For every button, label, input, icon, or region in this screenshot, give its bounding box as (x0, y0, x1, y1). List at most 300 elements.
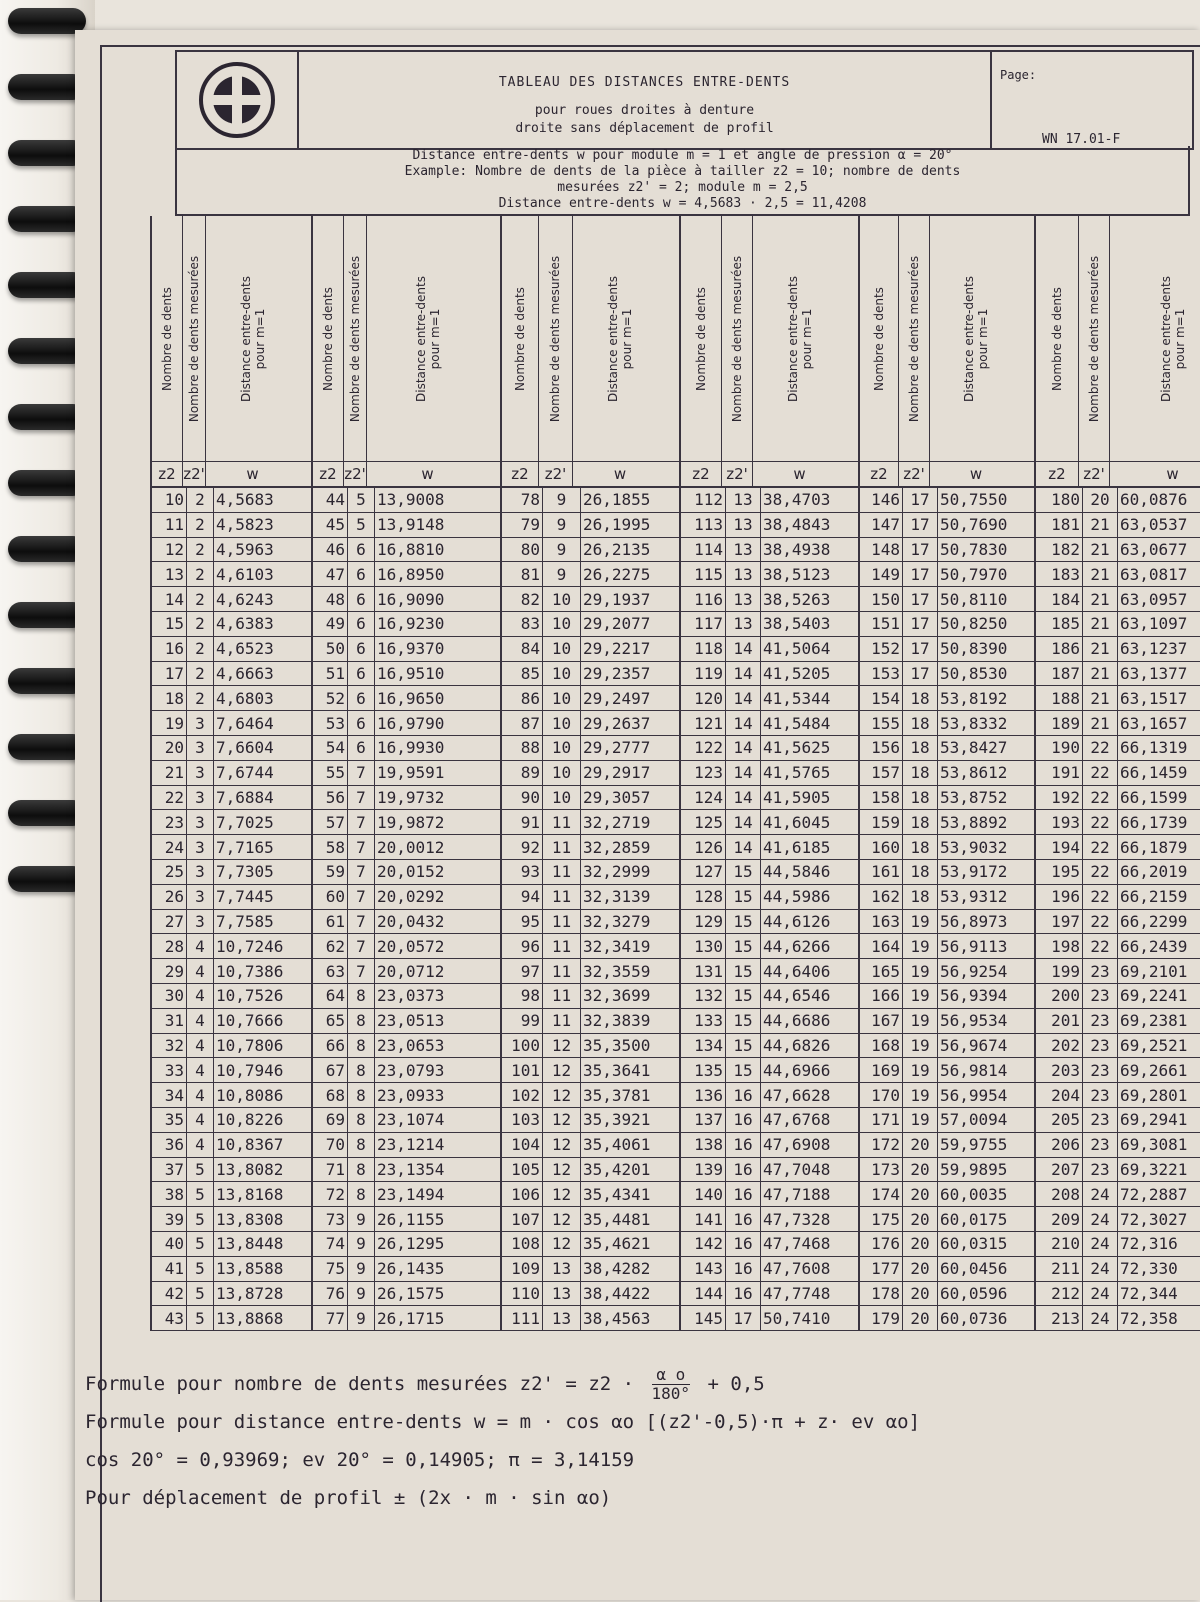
measured-cell: 15 (726, 1009, 761, 1033)
distance-cell: 23,0513 (377, 1011, 445, 1031)
distance-cell: 56,9814 (940, 1060, 1008, 1080)
table-row (313, 711, 500, 736)
table-row (860, 959, 1034, 984)
teeth-cell: 73 (313, 1207, 348, 1231)
teeth-cell: 50 (313, 637, 348, 661)
teeth-cell: 10 (152, 488, 187, 512)
document-header (175, 50, 1194, 150)
teeth-cell: 178 (860, 1282, 903, 1306)
teeth-cell: 154 (860, 686, 903, 710)
teeth-header-text: Nombre de dents (694, 286, 708, 391)
teeth-header (681, 216, 722, 461)
distance-cell: 29,2497 (583, 688, 651, 708)
teeth-cell: 168 (860, 1034, 903, 1058)
table-row (1036, 538, 1200, 563)
teeth-cell: 205 (1036, 1108, 1083, 1132)
teeth-cell: 95 (502, 910, 543, 934)
distance-header (753, 216, 846, 461)
teeth-cell: 157 (860, 761, 903, 785)
measured-cell: 6 (348, 637, 375, 661)
table-row (152, 1083, 311, 1108)
measured-cell: 9 (543, 538, 581, 562)
symbol-z2: z2 (860, 462, 899, 486)
teeth-cell: 113 (681, 513, 726, 537)
distance-cell: 63,1517 (1120, 688, 1188, 708)
distance-cell: 56,8973 (940, 911, 1008, 931)
teeth-cell: 55 (313, 761, 348, 785)
table-row (313, 1133, 500, 1158)
measured-cell: 12 (543, 1133, 581, 1157)
measured-cell: 7 (348, 910, 375, 934)
table-row (860, 686, 1034, 711)
distance-cell: 60,0456 (940, 1259, 1008, 1279)
teeth-cell: 201 (1036, 1009, 1083, 1033)
measured-cell: 7 (348, 835, 375, 859)
fraction-denominator: 180° (651, 1384, 691, 1403)
distance-header-line-1: Distance entre-dents (238, 275, 253, 402)
distance-cell: 44,6546 (763, 986, 831, 1006)
distance-cell: 50,8250 (940, 614, 1008, 634)
measured-cell: 20 (1083, 488, 1118, 512)
teeth-header (1036, 216, 1079, 461)
table-row (313, 1182, 500, 1207)
measured-cell: 5 (348, 488, 375, 512)
distance-cell: 10,8226 (216, 1110, 284, 1130)
measured-cell: 10 (543, 786, 581, 810)
measured-cell: 18 (903, 860, 938, 884)
distance-cell: 23,1354 (377, 1159, 445, 1179)
measured-cell: 24 (1083, 1306, 1118, 1330)
table-row (1036, 612, 1200, 637)
distance-cell: 7,6604 (216, 738, 274, 758)
table-row (860, 562, 1034, 587)
distance-cell: 32,3839 (583, 1011, 651, 1031)
measured-cell: 14 (726, 686, 761, 710)
table-row (152, 1282, 311, 1307)
measured-cell: 18 (903, 736, 938, 760)
measured-cell: 15 (726, 1058, 761, 1082)
table-row (313, 1306, 500, 1331)
distance-cell: 4,6663 (216, 663, 274, 683)
table-row (152, 1306, 311, 1331)
table-row (502, 1182, 679, 1207)
table-row (1036, 885, 1200, 910)
teeth-cell: 169 (860, 1058, 903, 1082)
measured-cell: 18 (903, 786, 938, 810)
table-row (1036, 761, 1200, 786)
table-row (502, 984, 679, 1009)
measured-cell: 12 (543, 1083, 581, 1107)
distance-cell: 4,6383 (216, 614, 274, 634)
measured-cell: 6 (348, 562, 375, 586)
measured-cell: 15 (726, 959, 761, 983)
table-row (152, 637, 311, 662)
teeth-cell: 102 (502, 1083, 543, 1107)
measured-cell: 7 (348, 786, 375, 810)
teeth-cell: 145 (681, 1306, 726, 1330)
symbol-row (313, 462, 500, 488)
measured-cell: 7 (348, 810, 375, 834)
teeth-cell: 194 (1036, 835, 1083, 859)
measured-header (539, 216, 573, 461)
measured-cell: 4 (187, 1083, 214, 1107)
measured-cell: 9 (543, 488, 581, 512)
table-row (152, 686, 311, 711)
distance-cell: 72,2887 (1120, 1184, 1188, 1204)
distance-cell: 32,2719 (583, 812, 651, 832)
distance-cell: 72,358 (1120, 1308, 1178, 1328)
distance-cell: 50,7830 (940, 539, 1008, 559)
distance-cell: 10,7386 (216, 961, 284, 981)
teeth-cell: 14 (152, 587, 187, 611)
table-row (152, 1034, 311, 1059)
distance-cell: 10,7946 (216, 1060, 284, 1080)
measured-cell: 3 (187, 810, 214, 834)
symbol-row (1036, 462, 1200, 488)
table-row (313, 860, 500, 885)
symbol-w: w (969, 465, 983, 483)
table-column-group (1036, 216, 1200, 1331)
measured-cell: 24 (1083, 1182, 1118, 1206)
table-row (860, 488, 1034, 513)
table-row (681, 637, 858, 662)
table-row (313, 761, 500, 786)
distance-cell: 4,6103 (216, 564, 274, 584)
distance-cell: 38,4282 (583, 1259, 651, 1279)
teeth-cell: 195 (1036, 860, 1083, 884)
distance-header-line-2: pour m=1 (427, 308, 442, 369)
measured-cell: 23 (1083, 1158, 1118, 1182)
distance-cell: 53,9172 (940, 862, 1008, 882)
table-row (681, 786, 858, 811)
distance-cell: 29,2777 (583, 738, 651, 758)
distance-cell: 4,5683 (216, 490, 274, 510)
measured-cell: 10 (543, 662, 581, 686)
table-row (681, 1083, 858, 1108)
measured-cell: 20 (903, 1257, 938, 1281)
measured-cell: 21 (1083, 612, 1118, 636)
measured-cell: 12 (543, 1158, 581, 1182)
teeth-cell: 29 (152, 959, 187, 983)
distance-cell: 63,1657 (1120, 713, 1188, 733)
measured-cell: 9 (348, 1207, 375, 1231)
teeth-cell: 176 (860, 1232, 903, 1256)
symbol-z2-prime: z2' (344, 462, 367, 486)
teeth-cell: 165 (860, 959, 903, 983)
teeth-cell: 121 (681, 711, 726, 735)
measured-cell: 6 (348, 711, 375, 735)
teeth-cell: 19 (152, 711, 187, 735)
teeth-cell: 70 (313, 1133, 348, 1157)
teeth-cell: 118 (681, 637, 726, 661)
distance-cell: 26,1435 (377, 1259, 445, 1279)
distance-cell: 7,7025 (216, 812, 274, 832)
measured-cell: 6 (348, 538, 375, 562)
teeth-cell: 124 (681, 786, 726, 810)
measured-cell: 11 (543, 885, 581, 909)
distance-cell: 16,9370 (377, 639, 445, 659)
teeth-cell: 106 (502, 1182, 543, 1206)
teeth-cell: 16 (152, 637, 187, 661)
distance-cell: 50,8530 (940, 663, 1008, 683)
table-row (152, 885, 311, 910)
teeth-cell: 141 (681, 1207, 726, 1231)
table-row (1036, 513, 1200, 538)
measured-cell: 15 (726, 984, 761, 1008)
distance-header-line-1: Distance entre-dents (1158, 275, 1173, 402)
teeth-cell: 185 (1036, 612, 1083, 636)
table-row (152, 1009, 311, 1034)
distance-header-line-2: pour m=1 (799, 308, 814, 369)
teeth-cell: 181 (1036, 513, 1083, 537)
measured-cell: 5 (187, 1257, 214, 1281)
teeth-cell: 170 (860, 1083, 903, 1107)
measured-header (899, 216, 930, 461)
table-row (502, 488, 679, 513)
table-row (860, 810, 1034, 835)
teeth-cell: 189 (1036, 711, 1083, 735)
table-row (1036, 786, 1200, 811)
measured-cell: 8 (348, 1158, 375, 1182)
distance-cell: 7,6884 (216, 787, 274, 807)
teeth-cell: 153 (860, 662, 903, 686)
table-row (860, 1158, 1034, 1183)
teeth-cell: 164 (860, 934, 903, 958)
teeth-cell: 107 (502, 1207, 543, 1231)
measured-cell: 13 (543, 1257, 581, 1281)
teeth-cell: 53 (313, 711, 348, 735)
table-row (152, 1108, 311, 1133)
table-row (313, 910, 500, 935)
measured-header-text: Nombre de dents mesurées (730, 255, 744, 422)
measured-cell: 13 (726, 488, 761, 512)
table-row (152, 711, 311, 736)
teeth-cell: 91 (502, 810, 543, 834)
teeth-cell: 126 (681, 835, 726, 859)
symbol-row (681, 462, 858, 488)
measured-cell: 23 (1083, 1133, 1118, 1157)
table-row (860, 736, 1034, 761)
teeth-cell: 135 (681, 1058, 726, 1082)
distance-cell: 10,7666 (216, 1011, 284, 1031)
teeth-cell: 51 (313, 662, 348, 686)
distance-cell: 66,1599 (1120, 787, 1188, 807)
distance-header-text (239, 276, 267, 402)
teeth-cell: 183 (1036, 562, 1083, 586)
teeth-cell: 88 (502, 736, 543, 760)
distance-cell: 32,3419 (583, 936, 651, 956)
measured-cell: 21 (1083, 711, 1118, 735)
distance-cell: 53,8752 (940, 787, 1008, 807)
teeth-cell: 202 (1036, 1034, 1083, 1058)
teeth-cell: 140 (681, 1182, 726, 1206)
distance-cell: 4,5823 (216, 515, 274, 535)
table-row (502, 1207, 679, 1232)
table-row (313, 513, 500, 538)
formula-1-label: Formule pour nombre de dents mesurées z2' = z2 · (85, 1373, 635, 1395)
table-row (860, 786, 1034, 811)
measured-cell: 3 (187, 711, 214, 735)
teeth-cell: 193 (1036, 810, 1083, 834)
teeth-cell: 92 (502, 835, 543, 859)
teeth-cell: 31 (152, 1009, 187, 1033)
symbol-w: w (793, 465, 806, 483)
distance-cell: 41,5905 (763, 787, 831, 807)
distance-cell: 50,7690 (940, 515, 1008, 535)
teeth-cell: 187 (1036, 662, 1083, 686)
measured-cell: 9 (348, 1282, 375, 1306)
table-row (313, 934, 500, 959)
table-row (681, 711, 858, 736)
table-row (681, 538, 858, 563)
teeth-cell: 175 (860, 1207, 903, 1231)
measured-cell: 19 (903, 984, 938, 1008)
distance-cell: 53,9312 (940, 887, 1008, 907)
table-row (502, 1108, 679, 1133)
teeth-cell: 111 (502, 1306, 543, 1330)
table-row (1036, 1083, 1200, 1108)
teeth-cell: 213 (1036, 1306, 1083, 1330)
measured-cell: 9 (543, 562, 581, 586)
teeth-cell: 45 (313, 513, 348, 537)
teeth-cell: 166 (860, 984, 903, 1008)
table-row (313, 736, 500, 761)
measured-cell: 5 (187, 1158, 214, 1182)
distance-cell: 38,5403 (763, 614, 831, 634)
teeth-cell: 66 (313, 1034, 348, 1058)
distance-cell: 47,6628 (763, 1085, 831, 1105)
distance-cell: 19,9591 (377, 763, 445, 783)
table-row (502, 786, 679, 811)
measured-cell: 14 (726, 810, 761, 834)
table-row (860, 934, 1034, 959)
distance-cell: 29,2077 (583, 614, 651, 634)
distance-cell: 4,6243 (216, 589, 274, 609)
symbol-w: w (421, 465, 434, 483)
distance-cell: 35,3781 (583, 1085, 651, 1105)
table-row (1036, 562, 1200, 587)
distance-cell: 32,3139 (583, 887, 651, 907)
teeth-cell: 203 (1036, 1058, 1083, 1082)
table-row (1036, 1108, 1200, 1133)
measured-cell: 20 (903, 1182, 938, 1206)
table-row (313, 662, 500, 687)
distance-header-line-1: Distance entre-dents (962, 275, 976, 402)
measured-cell: 8 (348, 984, 375, 1008)
teeth-cell: 48 (313, 587, 348, 611)
formula-distance: Formule pour distance entre-dents w = m · cos αo [(z2'-0,5)·π + z· ev αo] (85, 1411, 921, 1433)
column-header-row (860, 216, 1034, 462)
measured-cell: 4 (187, 1034, 214, 1058)
distance-cell: 63,1097 (1120, 614, 1188, 634)
teeth-cell: 42 (152, 1282, 187, 1306)
measured-cell: 21 (1083, 538, 1118, 562)
distance-cell: 23,0933 (377, 1085, 445, 1105)
measured-cell: 11 (543, 860, 581, 884)
measured-header-text: Nombre de dents mesurées (348, 255, 362, 422)
distance-cell: 16,8810 (377, 539, 445, 559)
measured-cell: 4 (187, 1133, 214, 1157)
distance-header (573, 216, 667, 461)
table-row (313, 810, 500, 835)
table-row (681, 587, 858, 612)
table-row (1036, 910, 1200, 935)
table-row (502, 1009, 679, 1034)
teeth-cell: 21 (152, 761, 187, 785)
distance-cell: 69,3221 (1120, 1159, 1188, 1179)
teeth-cell: 47 (313, 562, 348, 586)
distance-cell: 41,6045 (763, 812, 831, 832)
table-row (1036, 860, 1200, 885)
table-row (502, 686, 679, 711)
formula-1-fraction (652, 1366, 691, 1403)
teeth-cell: 139 (681, 1158, 726, 1182)
distance-cell: 4,6523 (216, 639, 274, 659)
measured-header-text: Nombre de dents mesurées (548, 255, 563, 422)
distance-cell: 53,8612 (940, 763, 1008, 783)
teeth-cell: 199 (1036, 959, 1083, 983)
measured-cell: 16 (726, 1232, 761, 1256)
table-row (313, 1282, 500, 1307)
teeth-cell: 76 (313, 1282, 348, 1306)
distance-cell: 47,7048 (763, 1159, 831, 1179)
measured-cell: 16 (726, 1133, 761, 1157)
distance-cell: 66,1319 (1120, 738, 1188, 758)
distance-cell: 35,4341 (583, 1184, 651, 1204)
distance-cell: 72,344 (1120, 1283, 1178, 1303)
measured-cell: 22 (1083, 835, 1118, 859)
measured-cell: 11 (543, 984, 581, 1008)
table-row (681, 513, 858, 538)
distance-cell: 38,4938 (763, 539, 831, 559)
teeth-cell: 82 (502, 587, 543, 611)
distance-cell: 63,0537 (1120, 515, 1188, 535)
measured-cell: 14 (726, 786, 761, 810)
measured-cell: 23 (1083, 984, 1118, 1008)
distance-cell: 29,1937 (583, 589, 651, 609)
distance-cell: 72,330 (1120, 1259, 1178, 1279)
teeth-cell: 61 (313, 910, 348, 934)
distance-cell: 32,2999 (583, 862, 651, 882)
distance-cell: 4,6803 (216, 688, 274, 708)
distance-cell: 44,6126 (763, 911, 831, 931)
distance-cell: 38,4422 (583, 1283, 651, 1303)
measured-cell: 5 (348, 513, 375, 537)
table-column-group (681, 216, 860, 1331)
table-row (681, 810, 858, 835)
distance-cell: 66,2159 (1120, 887, 1188, 907)
teeth-cell: 192 (1036, 786, 1083, 810)
table-row (860, 984, 1034, 1009)
table-row (1036, 488, 1200, 513)
table-row (502, 1282, 679, 1307)
teeth-cell: 123 (681, 761, 726, 785)
table-row (313, 1232, 500, 1257)
table-row (1036, 686, 1200, 711)
formula-constants: cos 20° = 0,93969; ev 20° = 0,14905; π = 3,14159 (85, 1449, 635, 1471)
distance-cell: 63,0957 (1120, 589, 1188, 609)
teeth-header-text: Nombre de dents (1050, 286, 1064, 391)
table-row (313, 1009, 500, 1034)
measured-cell: 9 (348, 1257, 375, 1281)
document-subtitle-1: pour roues droites à denture (534, 103, 755, 118)
table-row (860, 662, 1034, 687)
table-row (502, 513, 679, 538)
teeth-cell: 148 (860, 538, 903, 562)
table-row (681, 835, 858, 860)
measured-cell: 3 (187, 885, 214, 909)
measured-cell: 14 (726, 662, 761, 686)
